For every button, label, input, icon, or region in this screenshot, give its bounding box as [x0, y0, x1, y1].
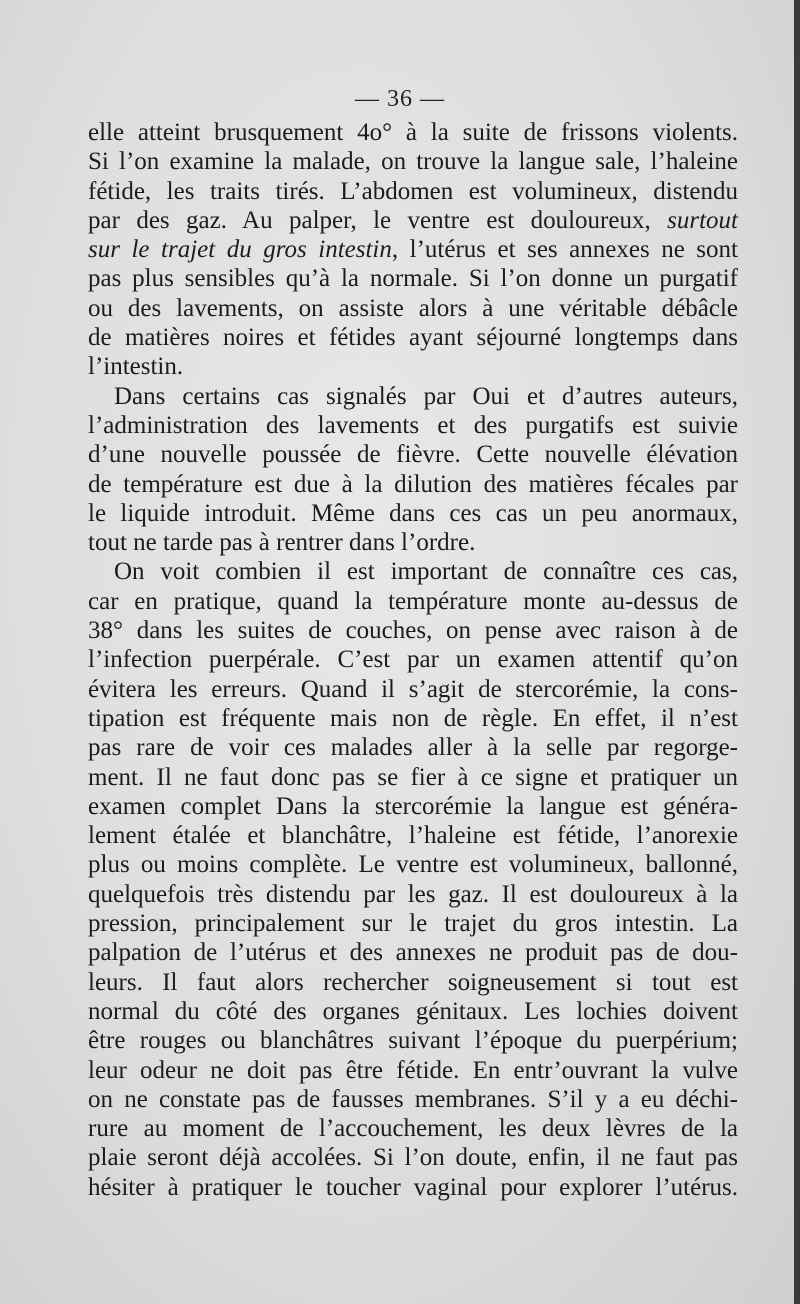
- text-line: [88, 909, 738, 938]
- page-number: — 36 —: [355, 86, 445, 112]
- text-line: [88, 763, 738, 792]
- line-text: plaie seront déjà accolées. Si l’on doute, enfin, il ne faut pas: [88, 1144, 738, 1172]
- line-text: elle atteint brusquement 4o° à la suite de frissons violents.: [88, 119, 738, 146]
- body-text: [88, 118, 738, 1202]
- text-line: [88, 1143, 738, 1172]
- line-text: examen complet Dans la stercorémie la langue est généra-: [88, 792, 738, 820]
- line-text: pas plus sensibles qu’à la normale. Si l’on donne un purgatif: [88, 265, 738, 293]
- text-line: [88, 675, 738, 704]
- line-text: ou des lavements, on assiste alors à une véritable débâcle: [88, 294, 738, 322]
- text-line: [88, 1056, 738, 1085]
- line-text: pression, principalement sur le trajet du gros intestin. La: [88, 910, 738, 938]
- line-text: l’administration des lavements et des purgatifs est suivie: [88, 411, 738, 439]
- text-line: [88, 440, 738, 469]
- line-text: leur odeur ne doit pas être fétide. En entr’ouvrant la vulve: [88, 1056, 738, 1084]
- line-text: palpation de l’utérus et des annexes ne produit pas de dou-: [88, 939, 738, 967]
- line-text: , l’utérus et ses annexes ne sont: [391, 236, 738, 264]
- line-text: 38° dans les suites de couches, on pense avec raison à de: [88, 617, 738, 645]
- italic-text: surtout: [667, 206, 738, 234]
- text-line: [88, 382, 738, 411]
- text-line: [88, 850, 738, 879]
- line-text: lement étalée et blanchâtre, l’haleine est fétide, l’anorexie: [88, 822, 738, 850]
- line-text: rure au moment de l’accouchement, les deux lèvres de la: [88, 1115, 738, 1143]
- line-text: de matières noires et fétides ayant séjourné longtemps dans: [88, 324, 738, 352]
- text-line: [88, 880, 738, 909]
- text-line: [88, 323, 738, 352]
- text-line: [88, 264, 738, 293]
- line-text: évitera les erreurs. Quand il s’agit de stercorémie, la cons-: [88, 675, 738, 703]
- line-text: de température est due à la dilution des matières fécales par: [88, 470, 738, 498]
- text-line: [88, 235, 738, 264]
- text-line: [88, 733, 738, 762]
- line-text: normal du côté des organes génitaux. Les lochies doivent: [88, 997, 738, 1025]
- line-text: On voit combien il est important de connaître ces cas,: [114, 558, 738, 586]
- text-line: [88, 616, 738, 645]
- text-line: [88, 206, 738, 235]
- text-line: [88, 587, 738, 616]
- line-text: tipation est fréquente mais non de règle. En effet, il n’est: [88, 704, 738, 732]
- line-text: pas rare de voir ces malades aller à la selle par regorge-: [88, 734, 738, 762]
- text-line: [88, 1085, 738, 1114]
- line-text: car en pratique, quand la température monte au-dessus de: [88, 587, 738, 615]
- text-line: [88, 792, 738, 821]
- paragraph: [88, 382, 738, 558]
- text-line: [88, 821, 738, 850]
- text-line: [88, 470, 738, 499]
- text-line: [88, 645, 738, 674]
- line-text: l’intestin.: [88, 353, 184, 381]
- line-text: leurs. Il faut alors rechercher soigneusement si tout est: [88, 968, 738, 996]
- line-text: le liquide introduit. Même dans ces cas un peu anormaux,: [88, 499, 738, 527]
- text-line: [88, 938, 738, 967]
- text-line: [88, 528, 738, 557]
- text-line: [88, 352, 738, 381]
- text-line: [88, 294, 738, 323]
- text-line: [88, 147, 738, 176]
- text-line: [88, 704, 738, 733]
- text-line: [88, 557, 738, 586]
- text-line: [88, 1173, 738, 1202]
- line-text: on ne constate pas de fausses membranes. S’il y a eu déchi-: [88, 1085, 738, 1113]
- line-text: plus ou moins complète. Le ventre est volumineux, ballonné,: [88, 851, 738, 879]
- paragraph: [88, 557, 738, 1202]
- text-line: [88, 177, 738, 206]
- text-line: [88, 997, 738, 1026]
- line-text: d’une nouvelle poussée de fièvre. Cette nouvelle élévation: [88, 441, 738, 469]
- text-line: [88, 118, 738, 147]
- line-text: hésiter à pratiquer le toucher vaginal pour explorer l’utérus.: [88, 1173, 738, 1201]
- line-text: l’infection puerpérale. C’est par un examen attentif qu’on: [88, 646, 738, 674]
- line-text: par des gaz. Au palper, le ventre est douloureux,: [88, 206, 651, 234]
- line-text: Si l’on examine la malade, on trouve la langue sale, l’haleine: [88, 148, 738, 176]
- italic-text: sur le trajet du gros intestin: [88, 236, 392, 264]
- line-text: tout ne tarde pas à rentrer dans l’ordre.: [88, 529, 476, 557]
- text-line: [88, 1114, 738, 1143]
- text-line: [88, 968, 738, 997]
- line-text: fétide, les traits tirés. L’abdomen est volumineux, distendu: [88, 177, 738, 205]
- page-edge-shadow: [794, 0, 800, 1304]
- line-text: ment. Il ne faut donc pas se fier à ce signe et pratiquer un: [88, 763, 738, 791]
- text-line: [88, 499, 738, 528]
- line-text: quelquefois très distendu par les gaz. Il est douloureux à la: [88, 880, 738, 908]
- line-text: être rouges ou blanchâtres suivant l’époque du puerpérium;: [88, 1027, 738, 1055]
- text-line: [88, 1026, 738, 1055]
- paragraph: [88, 118, 738, 382]
- line-text: Dans certains cas signalés par Oui et d’autres auteurs,: [114, 382, 738, 410]
- text-line: [88, 411, 738, 440]
